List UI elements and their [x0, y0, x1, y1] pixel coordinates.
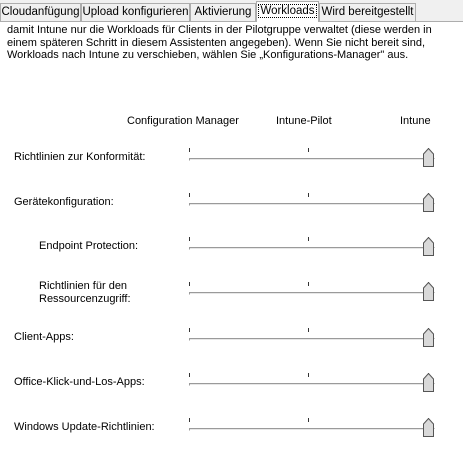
- column-header-configuration-manager: Configuration Manager: [127, 115, 239, 127]
- tab-label: Aktivierung: [194, 6, 252, 18]
- slider-tick: [189, 237, 190, 241]
- slider-compliance-policies[interactable]: [189, 147, 436, 167]
- tab-deploying[interactable]: [319, 3, 416, 21]
- tab-strip: [0, 0, 463, 22]
- tab-upload-config[interactable]: [81, 3, 190, 21]
- slider-tick: [308, 418, 309, 422]
- workload-label-device-configuration: Gerätekonfiguration:: [14, 196, 114, 208]
- slider-endpoint-protection[interactable]: [189, 236, 436, 256]
- slider-tick: [308, 193, 309, 197]
- slider-tick: [189, 418, 190, 422]
- slider-tick: [189, 148, 190, 152]
- tab-label: Workloads: [260, 5, 315, 17]
- slider-office-click-to-run-apps[interactable]: [189, 372, 436, 392]
- slider-thumb[interactable]: [423, 148, 434, 167]
- workload-label-windows-update-policies: Windows Update-Richtlinien:: [14, 421, 155, 433]
- workload-label-endpoint-protection: Endpoint Protection:: [39, 240, 139, 252]
- slider-tick: [308, 373, 309, 377]
- slider-windows-update-policies[interactable]: [189, 417, 436, 437]
- slider-thumb[interactable]: [423, 193, 434, 212]
- slider-thumb[interactable]: [423, 282, 434, 301]
- slider-track: [189, 158, 435, 161]
- tab-workloads[interactable]: [256, 1, 319, 22]
- workload-label-client-apps: Client-Apps:: [14, 331, 74, 343]
- column-header-intune: Intune: [400, 115, 431, 127]
- slider-tick: [308, 282, 309, 286]
- slider-track: [189, 338, 435, 341]
- slider-track: [189, 203, 435, 206]
- slider-tick: [189, 282, 190, 286]
- slider-thumb[interactable]: [423, 237, 434, 256]
- slider-tick: [308, 328, 309, 332]
- tab-label: Wird bereitgestellt: [321, 6, 414, 18]
- tab-activation[interactable]: [190, 3, 256, 21]
- workload-label-office-click-to-run-apps: Office-Klick-und-Los-Apps:: [14, 376, 145, 388]
- slider-tick: [189, 373, 190, 377]
- tab-label: Upload konfigurieren: [82, 6, 189, 18]
- slider-client-apps[interactable]: [189, 327, 436, 347]
- slider-track: [189, 383, 435, 386]
- slider-tick: [308, 148, 309, 152]
- slider-thumb[interactable]: [423, 373, 434, 392]
- slider-tick: [189, 328, 190, 332]
- tab-label: Cloudanfügung: [1, 6, 80, 18]
- workload-label-resource-access-policies: [39, 280, 131, 306]
- slider-tick: [189, 193, 190, 197]
- slider-device-configuration[interactable]: [189, 192, 436, 212]
- slider-track: [189, 247, 435, 250]
- tab-strip-border: [0, 21, 463, 22]
- slider-tick: [308, 237, 309, 241]
- slider-thumb[interactable]: [423, 418, 434, 437]
- workload-label-line: Richtlinien für den: [39, 280, 128, 292]
- column-header-intune-pilot: Intune-Pilot: [276, 115, 332, 127]
- workload-label-line: Ressourcenzugriff:: [39, 293, 131, 305]
- tab-cloud-attach[interactable]: [0, 3, 81, 21]
- description-text: damit Intune nur die Workloads für Clients in der Pilotgruppe verwaltet (diese werden in einem späteren Schritt in diesem Assistenten angegeben). Wenn Sie nicht bereit sind, Workloads nach Intune zu verschieben, wählen Sie „Konfigurations-Manager" aus.: [7, 24, 432, 61]
- slider-thumb[interactable]: [423, 328, 434, 347]
- slider-track: [189, 292, 435, 295]
- workload-label-compliance-policies: Richtlinien zur Konformität:: [14, 151, 146, 163]
- slider-resource-access-policies[interactable]: [189, 281, 436, 301]
- slider-track: [189, 428, 435, 431]
